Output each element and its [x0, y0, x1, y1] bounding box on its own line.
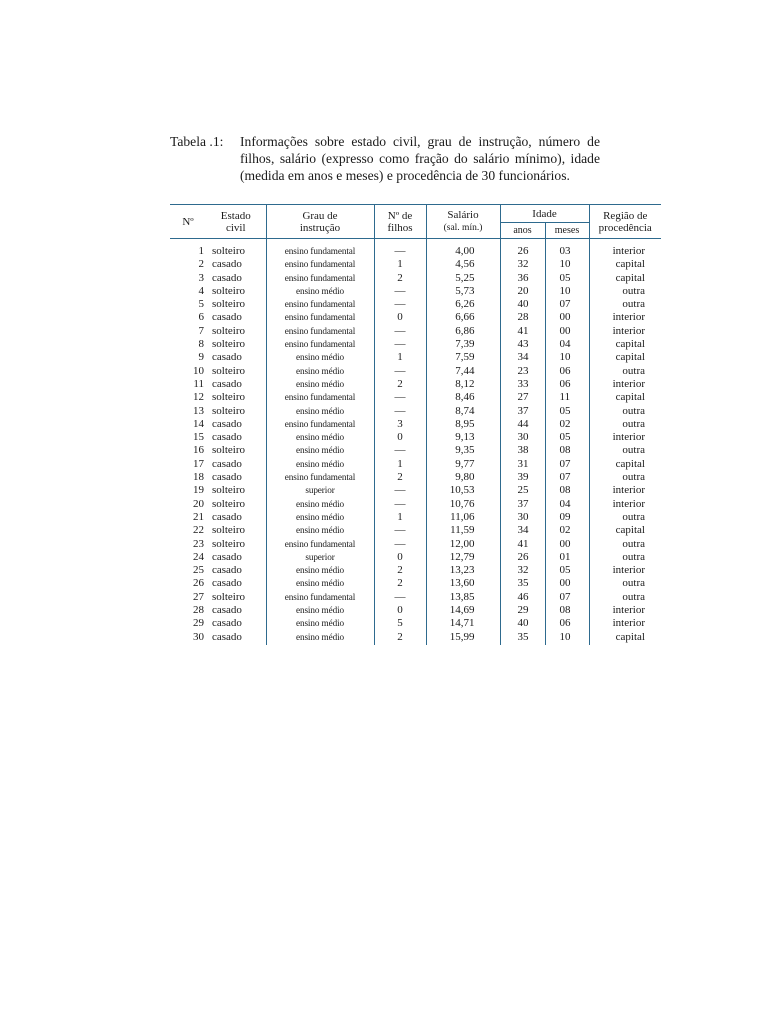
cell-meses: 08	[545, 444, 589, 457]
cell-meses: 00	[545, 538, 589, 551]
cell-regiao: interior	[612, 604, 645, 617]
cell-estado-civil: casado	[206, 378, 266, 391]
cell-grau-instrucao: ensino médio	[266, 631, 374, 645]
cell-grau-instrucao: ensino médio	[266, 351, 374, 364]
cell-anos: 37	[500, 405, 545, 418]
cell-meses: 07	[545, 591, 589, 604]
table-row	[170, 617, 661, 630]
cell-meses: 05	[545, 405, 589, 418]
cell-n-filhos: —	[374, 365, 426, 378]
cell-salario: 8,74	[426, 405, 500, 418]
cell-estado-civil: solteiro	[206, 444, 266, 457]
cell-n: 14	[193, 417, 204, 430]
cell-grau-instrucao: superior	[266, 484, 374, 497]
cell-estado-civil: casado	[206, 551, 266, 564]
caption-label: Tabela .1:	[170, 134, 224, 149]
cell-anos: 37	[500, 498, 545, 511]
cell-grau-instrucao: ensino médio	[266, 365, 374, 378]
cell-n-filhos: 1	[374, 351, 426, 364]
table-body	[170, 239, 661, 645]
table-row	[170, 239, 661, 259]
cell-salario: 10,53	[426, 484, 500, 497]
cell-n-filhos: —	[374, 498, 426, 511]
cell-n-filhos: —	[374, 338, 426, 351]
cell-estado-civil: solteiro	[206, 538, 266, 551]
cell-regiao: interior	[612, 311, 645, 324]
cell-salario: 6,66	[426, 311, 500, 324]
header-regiao: Região de procedência	[589, 205, 661, 239]
cell-regiao: outra	[622, 537, 645, 550]
table-row	[170, 378, 661, 391]
cell-grau-instrucao: ensino médio	[266, 458, 374, 471]
cell-salario: 8,95	[426, 418, 500, 431]
cell-meses: 10	[545, 631, 589, 645]
cell-regiao: outra	[622, 510, 645, 523]
table-row	[170, 298, 661, 311]
cell-n: 22	[193, 524, 204, 537]
cell-anos: 46	[500, 591, 545, 604]
table-row	[170, 524, 661, 537]
employees-table	[170, 204, 661, 645]
cell-anos: 41	[500, 538, 545, 551]
cell-n-filhos: 2	[374, 631, 426, 645]
cell-n: 26	[193, 577, 204, 590]
cell-regiao: capital	[615, 524, 645, 537]
cell-anos: 40	[500, 298, 545, 311]
cell-n-filhos: —	[374, 538, 426, 551]
cell-regiao: capital	[615, 271, 645, 284]
table-row	[170, 511, 661, 524]
cell-estado-civil: solteiro	[206, 484, 266, 497]
cell-meses: 08	[545, 604, 589, 617]
cell-anos: 25	[500, 484, 545, 497]
cell-n-filhos: 0	[374, 551, 426, 564]
table-row	[170, 391, 661, 404]
cell-n: 30	[193, 630, 204, 643]
cell-anos: 34	[500, 351, 545, 364]
cell-n-filhos: —	[374, 484, 426, 497]
cell-n: 9	[198, 351, 204, 364]
cell-regiao: outra	[622, 577, 645, 590]
cell-n: 13	[193, 404, 204, 417]
cell-n: 16	[193, 444, 204, 457]
cell-n-filhos: 2	[374, 471, 426, 484]
cell-salario: 9,13	[426, 431, 500, 444]
cell-meses: 05	[545, 431, 589, 444]
cell-regiao: outra	[622, 550, 645, 563]
cell-anos: 34	[500, 524, 545, 537]
cell-salario: 13,85	[426, 591, 500, 604]
cell-grau-instrucao: ensino fundamental	[266, 471, 374, 484]
cell-meses: 06	[545, 365, 589, 378]
cell-regiao: outra	[622, 590, 645, 603]
cell-n: 23	[193, 537, 204, 550]
cell-n-filhos: —	[374, 444, 426, 457]
cell-meses: 05	[545, 272, 589, 285]
table-row	[170, 577, 661, 590]
header-estado-civil: Estado civil	[206, 205, 266, 239]
cell-regiao: interior	[612, 377, 645, 390]
cell-estado-civil: casado	[206, 418, 266, 431]
cell-grau-instrucao: ensino médio	[266, 378, 374, 391]
cell-regiao: outra	[622, 444, 645, 457]
cell-salario: 4,00	[426, 239, 500, 259]
header-idade: Idade	[500, 205, 589, 223]
cell-salario: 12,00	[426, 538, 500, 551]
cell-salario: 9,80	[426, 471, 500, 484]
table-row	[170, 351, 661, 364]
cell-meses: 08	[545, 484, 589, 497]
cell-estado-civil: solteiro	[206, 365, 266, 378]
cell-n-filhos: —	[374, 391, 426, 404]
cell-n-filhos: —	[374, 298, 426, 311]
table-row	[170, 604, 661, 617]
cell-salario: 6,86	[426, 325, 500, 338]
cell-regiao: interior	[612, 245, 645, 257]
cell-grau-instrucao: ensino fundamental	[266, 391, 374, 404]
table-row	[170, 311, 661, 324]
header-anos: anos	[500, 223, 545, 239]
cell-grau-instrucao: ensino médio	[266, 524, 374, 537]
cell-salario: 12,79	[426, 551, 500, 564]
cell-grau-instrucao: superior	[266, 551, 374, 564]
cell-anos: 35	[500, 577, 545, 590]
cell-n-filhos: 2	[374, 564, 426, 577]
cell-salario: 6,26	[426, 298, 500, 311]
cell-n-filhos: 1	[374, 511, 426, 524]
cell-regiao: outra	[622, 471, 645, 484]
caption-text: Informações sobre estado civil, grau de instrução, número de filhos, salário (expresso como fração do salário mínimo), idade (medida em anos e meses) e procedência de 30 funcionários.	[240, 134, 600, 183]
cell-n-filhos: 1	[374, 458, 426, 471]
cell-anos: 20	[500, 285, 545, 298]
cell-regiao: interior	[612, 484, 645, 497]
cell-anos: 23	[500, 365, 545, 378]
table-row	[170, 431, 661, 444]
cell-estado-civil: casado	[206, 351, 266, 364]
header-n: Nº	[170, 205, 206, 239]
cell-regiao: capital	[615, 351, 645, 364]
cell-anos: 32	[500, 258, 545, 271]
table-row	[170, 538, 661, 551]
cell-anos: 28	[500, 311, 545, 324]
table-row	[170, 551, 661, 564]
table-row	[170, 444, 661, 457]
cell-grau-instrucao: ensino fundamental	[266, 272, 374, 285]
cell-estado-civil: solteiro	[206, 285, 266, 298]
cell-salario: 10,76	[426, 498, 500, 511]
cell-grau-instrucao: ensino médio	[266, 604, 374, 617]
cell-n: 11	[193, 377, 204, 390]
cell-n-filhos: —	[374, 591, 426, 604]
cell-n-filhos: 2	[374, 378, 426, 391]
cell-estado-civil: casado	[206, 631, 266, 645]
cell-regiao: interior	[612, 497, 645, 510]
cell-anos: 32	[500, 564, 545, 577]
cell-anos: 30	[500, 431, 545, 444]
cell-anos: 36	[500, 272, 545, 285]
cell-n-filhos: 2	[374, 272, 426, 285]
cell-estado-civil: casado	[206, 577, 266, 590]
cell-grau-instrucao: ensino fundamental	[266, 538, 374, 551]
cell-regiao: outra	[622, 298, 645, 311]
cell-anos: 27	[500, 391, 545, 404]
cell-grau-instrucao: ensino fundamental	[266, 311, 374, 324]
cell-meses: 10	[545, 351, 589, 364]
cell-meses: 10	[545, 285, 589, 298]
cell-salario: 13,23	[426, 564, 500, 577]
cell-salario: 9,77	[426, 458, 500, 471]
cell-meses: 02	[545, 418, 589, 431]
table-row	[170, 484, 661, 497]
header-meses: meses	[545, 223, 589, 239]
cell-salario: 14,69	[426, 604, 500, 617]
cell-estado-civil: casado	[206, 604, 266, 617]
cell-grau-instrucao: ensino fundamental	[266, 418, 374, 431]
table-row	[170, 498, 661, 511]
cell-regiao: interior	[612, 431, 645, 444]
cell-regiao: capital	[615, 457, 645, 470]
table-row	[170, 471, 661, 484]
cell-n: 5	[198, 298, 204, 311]
table-row	[170, 285, 661, 298]
cell-meses: 07	[545, 298, 589, 311]
cell-estado-civil: solteiro	[206, 298, 266, 311]
cell-estado-civil: solteiro	[206, 591, 266, 604]
cell-anos: 29	[500, 604, 545, 617]
table-row	[170, 272, 661, 285]
cell-n: 18	[193, 471, 204, 484]
cell-grau-instrucao: ensino médio	[266, 577, 374, 590]
cell-n-filhos: —	[374, 239, 426, 259]
table-row	[170, 338, 661, 351]
cell-salario: 8,46	[426, 391, 500, 404]
cell-n-filhos: 0	[374, 311, 426, 324]
cell-salario: 5,25	[426, 272, 500, 285]
cell-anos: 26	[500, 551, 545, 564]
cell-anos: 41	[500, 325, 545, 338]
cell-regiao: outra	[622, 417, 645, 430]
cell-n-filhos: —	[374, 285, 426, 298]
cell-grau-instrucao: ensino fundamental	[266, 298, 374, 311]
cell-regiao: capital	[615, 630, 645, 643]
cell-meses: 10	[545, 258, 589, 271]
cell-estado-civil: casado	[206, 431, 266, 444]
cell-salario: 7,44	[426, 365, 500, 378]
table-row	[170, 591, 661, 604]
cell-grau-instrucao: ensino médio	[266, 444, 374, 457]
cell-salario: 15,99	[426, 631, 500, 645]
cell-grau-instrucao: ensino fundamental	[266, 338, 374, 351]
cell-n: 8	[198, 338, 204, 351]
cell-n-filhos: —	[374, 524, 426, 537]
cell-grau-instrucao: ensino fundamental	[266, 258, 374, 271]
cell-estado-civil: casado	[206, 311, 266, 324]
cell-estado-civil: solteiro	[206, 498, 266, 511]
cell-n-filhos: 0	[374, 431, 426, 444]
cell-n: 21	[193, 510, 204, 523]
table-row	[170, 365, 661, 378]
cell-grau-instrucao: ensino médio	[266, 431, 374, 444]
cell-estado-civil: solteiro	[206, 524, 266, 537]
header-salario: Salário (sal. mín.)	[426, 205, 500, 239]
cell-estado-civil: solteiro	[206, 338, 266, 351]
cell-n: 24	[193, 550, 204, 563]
table-row	[170, 631, 661, 645]
cell-grau-instrucao: ensino médio	[266, 617, 374, 630]
cell-regiao: outra	[622, 364, 645, 377]
cell-anos: 35	[500, 631, 545, 645]
cell-meses: 03	[545, 239, 589, 259]
cell-grau-instrucao: ensino fundamental	[266, 239, 374, 259]
cell-n-filhos: 5	[374, 617, 426, 630]
table-row	[170, 418, 661, 431]
cell-grau-instrucao: ensino médio	[266, 498, 374, 511]
cell-salario: 9,35	[426, 444, 500, 457]
cell-anos: 38	[500, 444, 545, 457]
cell-n-filhos: 3	[374, 418, 426, 431]
cell-estado-civil: casado	[206, 511, 266, 524]
cell-n: 3	[198, 271, 204, 284]
cell-salario: 7,59	[426, 351, 500, 364]
cell-estado-civil: solteiro	[206, 391, 266, 404]
cell-meses: 07	[545, 471, 589, 484]
cell-salario: 14,71	[426, 617, 500, 630]
cell-meses: 07	[545, 458, 589, 471]
cell-estado-civil: solteiro	[206, 325, 266, 338]
cell-grau-instrucao: ensino médio	[266, 564, 374, 577]
cell-anos: 30	[500, 511, 545, 524]
cell-meses: 04	[545, 338, 589, 351]
cell-meses: 05	[545, 564, 589, 577]
cell-regiao: capital	[615, 338, 645, 351]
cell-anos: 31	[500, 458, 545, 471]
cell-meses: 06	[545, 378, 589, 391]
cell-estado-civil: casado	[206, 458, 266, 471]
cell-n: 29	[193, 617, 204, 630]
header-n-filhos: Nº de filhos	[374, 205, 426, 239]
cell-n-filhos: 2	[374, 577, 426, 590]
cell-regiao: capital	[615, 391, 645, 404]
cell-meses: 04	[545, 498, 589, 511]
cell-estado-civil: casado	[206, 272, 266, 285]
cell-meses: 00	[545, 577, 589, 590]
cell-regiao: interior	[612, 324, 645, 337]
cell-meses: 00	[545, 311, 589, 324]
cell-salario: 8,12	[426, 378, 500, 391]
cell-estado-civil: casado	[206, 617, 266, 630]
cell-n: 19	[193, 484, 204, 497]
cell-estado-civil: casado	[206, 258, 266, 271]
cell-n: 25	[193, 564, 204, 577]
table-caption	[170, 134, 600, 184]
cell-estado-civil: casado	[206, 471, 266, 484]
cell-n-filhos: 1	[374, 258, 426, 271]
cell-n-filhos: 0	[374, 604, 426, 617]
table-row	[170, 458, 661, 471]
cell-salario: 4,56	[426, 258, 500, 271]
cell-n: 15	[193, 431, 204, 444]
cell-grau-instrucao: ensino médio	[266, 511, 374, 524]
cell-n: 1	[198, 245, 204, 257]
cell-salario: 5,73	[426, 285, 500, 298]
cell-regiao: interior	[612, 564, 645, 577]
cell-estado-civil: solteiro	[206, 239, 266, 259]
cell-n: 10	[193, 364, 204, 377]
cell-n: 2	[198, 258, 204, 271]
cell-n: 6	[198, 311, 204, 324]
cell-n: 4	[198, 284, 204, 297]
cell-salario: 7,39	[426, 338, 500, 351]
cell-estado-civil: casado	[206, 564, 266, 577]
cell-n: 27	[193, 590, 204, 603]
cell-meses: 11	[545, 391, 589, 404]
cell-grau-instrucao: ensino médio	[266, 405, 374, 418]
table-row	[170, 258, 661, 271]
cell-meses: 01	[545, 551, 589, 564]
cell-regiao: capital	[615, 258, 645, 271]
cell-anos: 44	[500, 418, 545, 431]
cell-meses: 00	[545, 325, 589, 338]
cell-regiao: interior	[612, 617, 645, 630]
cell-meses: 02	[545, 524, 589, 537]
cell-estado-civil: solteiro	[206, 405, 266, 418]
cell-salario: 11,06	[426, 511, 500, 524]
cell-salario: 11,59	[426, 524, 500, 537]
cell-n: 20	[193, 497, 204, 510]
table-row	[170, 325, 661, 338]
cell-regiao: outra	[622, 284, 645, 297]
cell-salario: 13,60	[426, 577, 500, 590]
cell-anos: 43	[500, 338, 545, 351]
cell-meses: 06	[545, 617, 589, 630]
cell-n-filhos: —	[374, 325, 426, 338]
cell-n: 12	[193, 391, 204, 404]
cell-n: 28	[193, 604, 204, 617]
cell-n-filhos: —	[374, 405, 426, 418]
cell-n: 7	[198, 324, 204, 337]
cell-anos: 26	[500, 239, 545, 259]
header-grau-instrucao: Grau de instrução	[266, 205, 374, 239]
cell-grau-instrucao: ensino médio	[266, 285, 374, 298]
cell-anos: 39	[500, 471, 545, 484]
cell-anos: 40	[500, 617, 545, 630]
table-row	[170, 564, 661, 577]
cell-anos: 33	[500, 378, 545, 391]
cell-grau-instrucao: ensino fundamental	[266, 325, 374, 338]
cell-grau-instrucao: ensino fundamental	[266, 591, 374, 604]
cell-n: 17	[193, 457, 204, 470]
cell-regiao: outra	[622, 404, 645, 417]
cell-meses: 09	[545, 511, 589, 524]
table-row	[170, 405, 661, 418]
